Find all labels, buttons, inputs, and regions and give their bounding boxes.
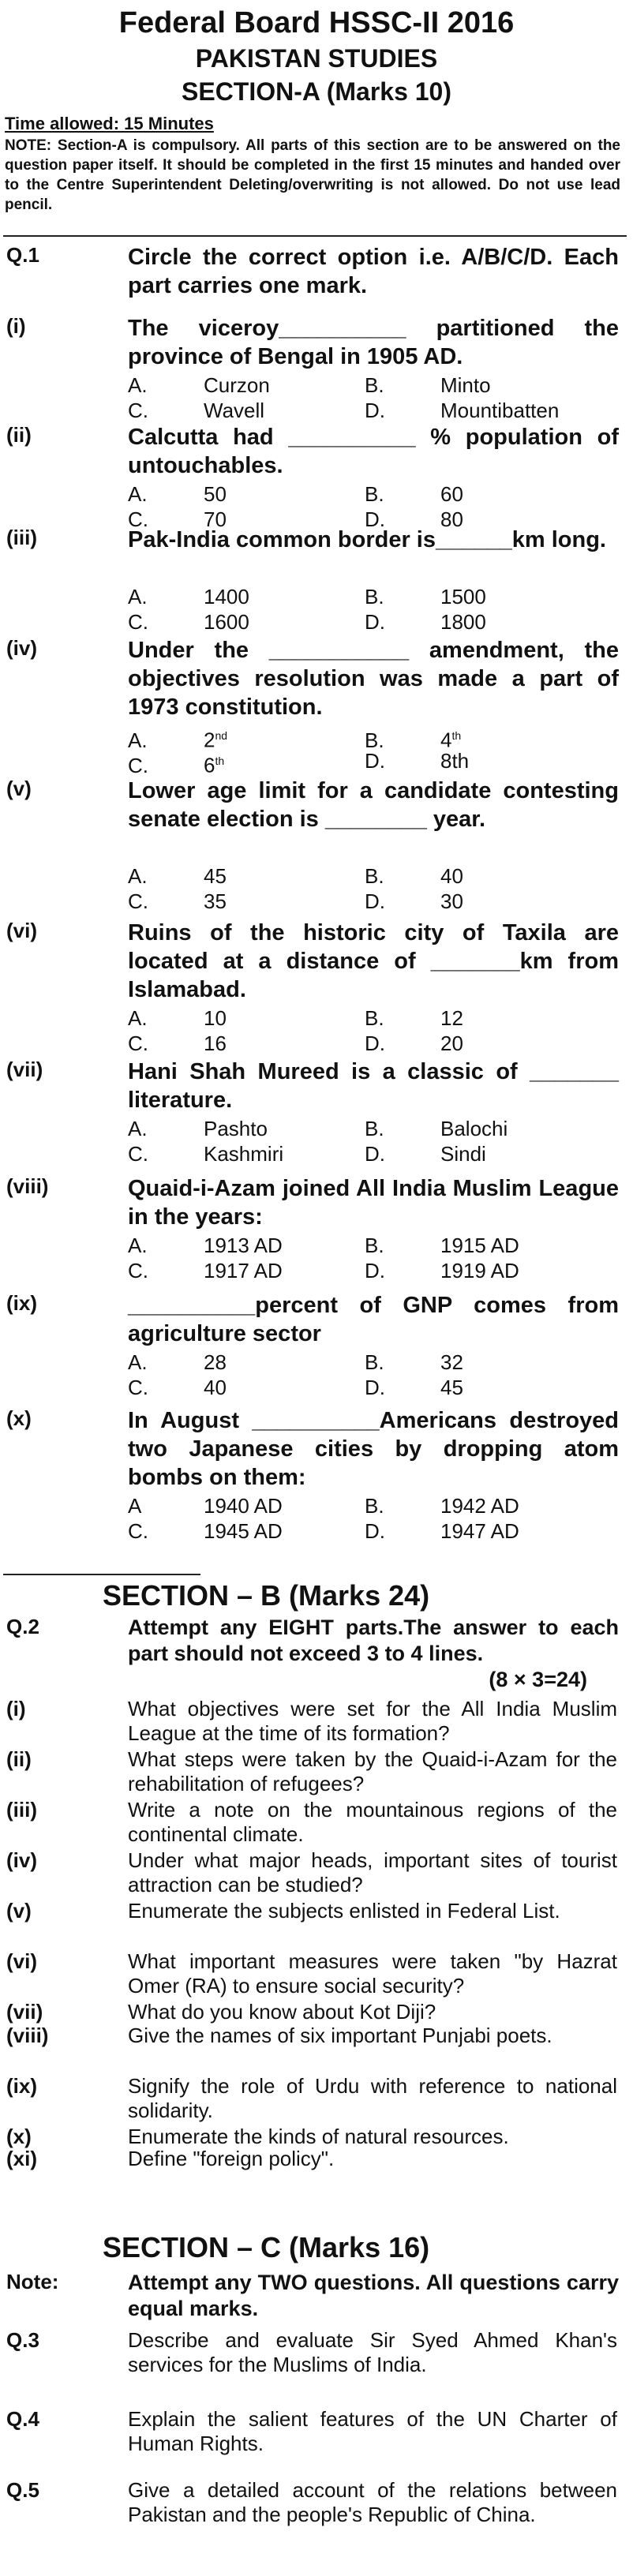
part-number: (x)	[6, 1406, 32, 1430]
part-text: Pak-India common border is______km long.	[128, 527, 606, 552]
part-number: (vii)	[6, 2000, 43, 2024]
part-number: (iv)	[6, 636, 37, 660]
question-number: Q.5	[6, 2478, 39, 2502]
note-label: Note:	[6, 2270, 59, 2293]
option-letter: D.	[365, 1032, 385, 1055]
part-number: (v)	[6, 777, 32, 800]
option-letter: B.	[365, 728, 384, 752]
option-letter: B.	[365, 482, 384, 506]
option-letter: D.	[365, 610, 385, 634]
part-number: (vi)	[6, 1949, 37, 1973]
option-ordinal-suffix: th	[215, 754, 225, 767]
option[interactable]	[365, 398, 601, 423]
option[interactable]	[365, 1375, 601, 1400]
option[interactable]	[128, 1233, 365, 1258]
option-letter: A.	[128, 585, 148, 608]
option-letter: D.	[365, 1519, 385, 1543]
option-letter: D.	[365, 889, 385, 913]
option-letter: B.	[365, 864, 384, 888]
option-value: 1500	[440, 585, 486, 608]
option[interactable]	[128, 584, 365, 609]
option-letter: B.	[365, 1006, 384, 1030]
question-text	[128, 1615, 619, 1693]
option-ordinal-suffix: th	[451, 729, 462, 742]
question-number: Q.1	[6, 243, 39, 267]
option-value: 30	[440, 889, 463, 913]
part-text: Quaid-i-Azam joined All India Muslim League in the years:	[128, 1176, 619, 1230]
option-letter: A.	[128, 1350, 148, 1374]
part-number: (v)	[6, 1899, 32, 1923]
option-value: 1400	[204, 585, 249, 608]
option[interactable]	[128, 748, 365, 778]
option[interactable]	[128, 1141, 365, 1166]
option[interactable]	[365, 1031, 601, 1056]
option[interactable]	[128, 398, 365, 423]
part-text: Write a note on the mountainous regions of the continental climate.	[128, 1798, 617, 1846]
question-number: Q.3	[6, 2328, 39, 2352]
option-value: 1913 AD	[204, 1234, 283, 1257]
question-number: Q.2	[6, 1615, 39, 1638]
option-value: 16	[204, 1032, 227, 1055]
option-letter: B.	[365, 373, 384, 397]
option-letter: A.	[128, 864, 148, 888]
option-value: 1800	[440, 610, 486, 634]
part-text: In August __________Americans destroyed two Japanese cities by dropping atom bombs on them:	[128, 1408, 619, 1490]
option[interactable]	[128, 1350, 365, 1375]
option-letter: A.	[128, 728, 148, 752]
option-value: 1940 AD	[204, 1494, 283, 1518]
instructions-note: NOTE: Section-A is compulsory. All parts of this section are to be answered on the question paper itself. It should be completed in the first 15 minutes and handed over to the Centre Superintendent Deleting/overwriting is not allowed. Do not use lead pencil.	[5, 137, 620, 213]
option[interactable]	[128, 1258, 365, 1283]
option[interactable]	[365, 609, 601, 635]
option-letter: C.	[128, 1376, 148, 1399]
time-allowed: Time allowed: 15 Minutes	[5, 114, 214, 133]
option[interactable]	[128, 1375, 365, 1400]
section-b-heading: SECTION – B (Marks 24)	[103, 1579, 430, 1612]
option-value: 50	[204, 482, 227, 506]
part-text: Give the names of six important Punjabi poets.	[128, 2024, 552, 2047]
option-letter: C.	[128, 1142, 148, 1166]
option-letter: B.	[365, 1117, 384, 1140]
option-letter: C.	[128, 1032, 148, 1055]
option-letter: D.	[365, 749, 385, 773]
option[interactable]	[365, 584, 601, 609]
part-text: Enumerate the subjects enlisted in Federal List.	[128, 1899, 560, 1923]
part-text: Under the ___________ amendment, the objectives resolution was made a part of 1973 constitution.	[128, 638, 619, 720]
option[interactable]	[128, 1116, 365, 1141]
option-letter: A	[128, 1494, 142, 1518]
part-text: Define "foreign policy".	[128, 2147, 335, 2170]
option-value: 1600	[204, 610, 249, 634]
option-value: Curzon	[204, 373, 270, 397]
option-value: 80	[440, 507, 463, 531]
option[interactable]	[365, 1141, 601, 1166]
option[interactable]	[128, 373, 365, 398]
option-value: Kashmiri	[204, 1142, 284, 1166]
option-letter: A.	[128, 482, 148, 506]
option-value: 1945 AD	[204, 1519, 283, 1543]
option-value: Mountibatten	[440, 399, 560, 422]
option-value: Sindi	[440, 1142, 486, 1166]
section-a-heading: SECTION-A (Marks 10)	[182, 77, 451, 106]
question-number: Q.4	[6, 2407, 39, 2431]
option-value: 60	[440, 482, 463, 506]
option[interactable]	[365, 1258, 601, 1283]
option-value: 35	[204, 889, 227, 913]
option-letter: C.	[128, 889, 148, 913]
option-value: 1947 AD	[440, 1519, 519, 1543]
part-text: What important measures were taken "by Hazrat Omer (RA) to ensure social security?	[128, 1949, 617, 1998]
part-text: Signify the role of Urdu with reference to national solidarity.	[128, 2074, 617, 2122]
option-letter: A.	[128, 1234, 148, 1257]
part-text: What steps were taken by the Quaid-i-Azam for the rehabilitation of refugees?	[128, 1747, 617, 1795]
option[interactable]	[365, 863, 601, 889]
option-value: Minto	[440, 373, 491, 397]
option[interactable]	[365, 481, 601, 507]
part-number: (xi)	[6, 2147, 37, 2170]
section-a-divider	[3, 1574, 200, 1575]
option-value: 12	[440, 1006, 463, 1030]
option-ordinal-suffix: nd	[215, 729, 228, 742]
part-number: (i)	[6, 1697, 26, 1720]
option-value: 40	[204, 1376, 227, 1399]
part-text: Calcutta had __________ % population of untouchables.	[128, 425, 619, 478]
option-value: Pashto	[204, 1117, 268, 1140]
part-text: What objectives were set for the All India Muslim League at the time of its formation?	[128, 1697, 617, 1745]
option-value: 1917 AD	[204, 1259, 283, 1282]
question-2-marks: (8 × 3=24)	[489, 1668, 587, 1691]
part-number: (iv)	[6, 1848, 37, 1872]
option-letter: C.	[128, 1519, 148, 1543]
option[interactable]	[365, 1518, 601, 1544]
part-number: (i)	[6, 314, 26, 338]
option-value: 1919 AD	[440, 1259, 519, 1282]
option-value: 40	[440, 864, 463, 888]
option-letter: B.	[365, 1494, 384, 1518]
part-number: (vi)	[6, 919, 37, 942]
option-letter: B.	[365, 1350, 384, 1374]
section-c-heading: SECTION – C (Marks 16)	[103, 2231, 430, 2263]
header-divider	[3, 235, 627, 237]
option[interactable]	[128, 609, 365, 635]
part-text: Under what major heads, important sites of tourist attraction can be studied?	[128, 1848, 617, 1896]
option[interactable]	[365, 1116, 601, 1141]
option-value: 2	[204, 728, 215, 752]
question-2-instruction: Attempt any EIGHT parts.The answer to each part should not exceed 3 to 4 lines.	[128, 1616, 619, 1665]
option-letter: C.	[128, 1259, 148, 1282]
part-number: (ix)	[6, 2074, 37, 2098]
option-letter: B.	[365, 585, 384, 608]
option[interactable]	[365, 1350, 601, 1375]
option[interactable]	[365, 889, 601, 914]
question-text: Describe and evaluate Sir Syed Ahmed Khan's services for the Muslims of India.	[128, 2328, 617, 2376]
option-letter: D.	[365, 399, 385, 422]
option[interactable]	[128, 863, 365, 889]
option-letter: C.	[128, 399, 148, 422]
option[interactable]	[128, 1031, 365, 1056]
option-value: 70	[204, 507, 227, 531]
part-text: Enumerate the kinds of natural resources.	[128, 2125, 509, 2148]
option-value: 32	[440, 1350, 463, 1374]
paper-title: Federal Board HSSC-II 2016	[118, 6, 515, 39]
option[interactable]	[128, 1518, 365, 1544]
option-value: 20	[440, 1032, 463, 1055]
option[interactable]	[128, 1493, 365, 1518]
option[interactable]	[365, 1233, 601, 1258]
part-text: The viceroy__________ partitioned the province of Bengal in 1905 AD.	[128, 316, 619, 369]
option-letter: C.	[128, 753, 148, 777]
part-text: Lower age limit for a candidate contesting senate election is ________ year.	[128, 778, 619, 832]
question-text: Circle the correct option i.e. A/B/C/D. Each part carries one mark.	[128, 245, 619, 298]
part-text: Hani Shah Mureed is a classic of _______ literature.	[128, 1059, 619, 1113]
option-value: 4	[440, 728, 452, 752]
option-value: 45	[204, 864, 227, 888]
part-number: (ii)	[6, 423, 32, 447]
option-letter: B.	[365, 1234, 384, 1257]
option-letter: A.	[128, 1006, 148, 1030]
option[interactable]	[365, 373, 601, 398]
part-number: (ix)	[6, 1291, 37, 1315]
option-letter: C.	[128, 507, 148, 531]
part-number: (ii)	[6, 1747, 32, 1771]
subject-title: PAKISTAN STUDIES	[195, 44, 438, 73]
option-value: 28	[204, 1350, 227, 1374]
option[interactable]	[128, 481, 365, 507]
option-value: 8th	[440, 749, 470, 773]
option-value: 1915 AD	[440, 1234, 519, 1257]
option[interactable]	[128, 1005, 365, 1031]
part-number: (iii)	[6, 526, 37, 549]
option[interactable]	[128, 889, 365, 914]
option[interactable]	[365, 1493, 601, 1518]
option-value: Balochi	[440, 1117, 508, 1140]
part-number: (iii)	[6, 1798, 37, 1822]
part-text: __________percent of GNP comes from agriculture sector	[128, 1293, 619, 1346]
part-number: (vii)	[6, 1058, 43, 1081]
part-number: (x)	[6, 2125, 32, 2148]
option-letter: A.	[128, 373, 148, 397]
option[interactable]	[365, 748, 601, 773]
part-text: What do you know about Kot Diji?	[128, 2000, 436, 2024]
option[interactable]	[365, 1005, 601, 1031]
note-text: Attempt any TWO questions. All questions carry equal marks.	[128, 2271, 619, 2320]
option-letter: A.	[128, 1117, 148, 1140]
option-value: 45	[440, 1376, 463, 1399]
option-value: 6	[204, 753, 215, 777]
part-number: (viii)	[6, 2024, 49, 2047]
option-letter: C.	[128, 610, 148, 634]
option-value: Wavell	[204, 399, 265, 422]
option-letter: D.	[365, 1259, 385, 1282]
question-text: Explain the salient features of the UN Charter of Human Rights.	[128, 2407, 617, 2455]
option-letter: D.	[365, 1376, 385, 1399]
option-letter: D.	[365, 1142, 385, 1166]
option-value: 10	[204, 1006, 227, 1030]
part-text: Ruins of the historic city of Taxila are located at a distance of _______km from Islamabad.	[128, 920, 619, 1002]
option-letter: D.	[365, 507, 385, 531]
part-number: (viii)	[6, 1174, 49, 1198]
option-value: 1942 AD	[440, 1494, 519, 1518]
question-text: Give a detailed account of the relations between Pakistan and the people's Republic of China.	[128, 2478, 617, 2526]
